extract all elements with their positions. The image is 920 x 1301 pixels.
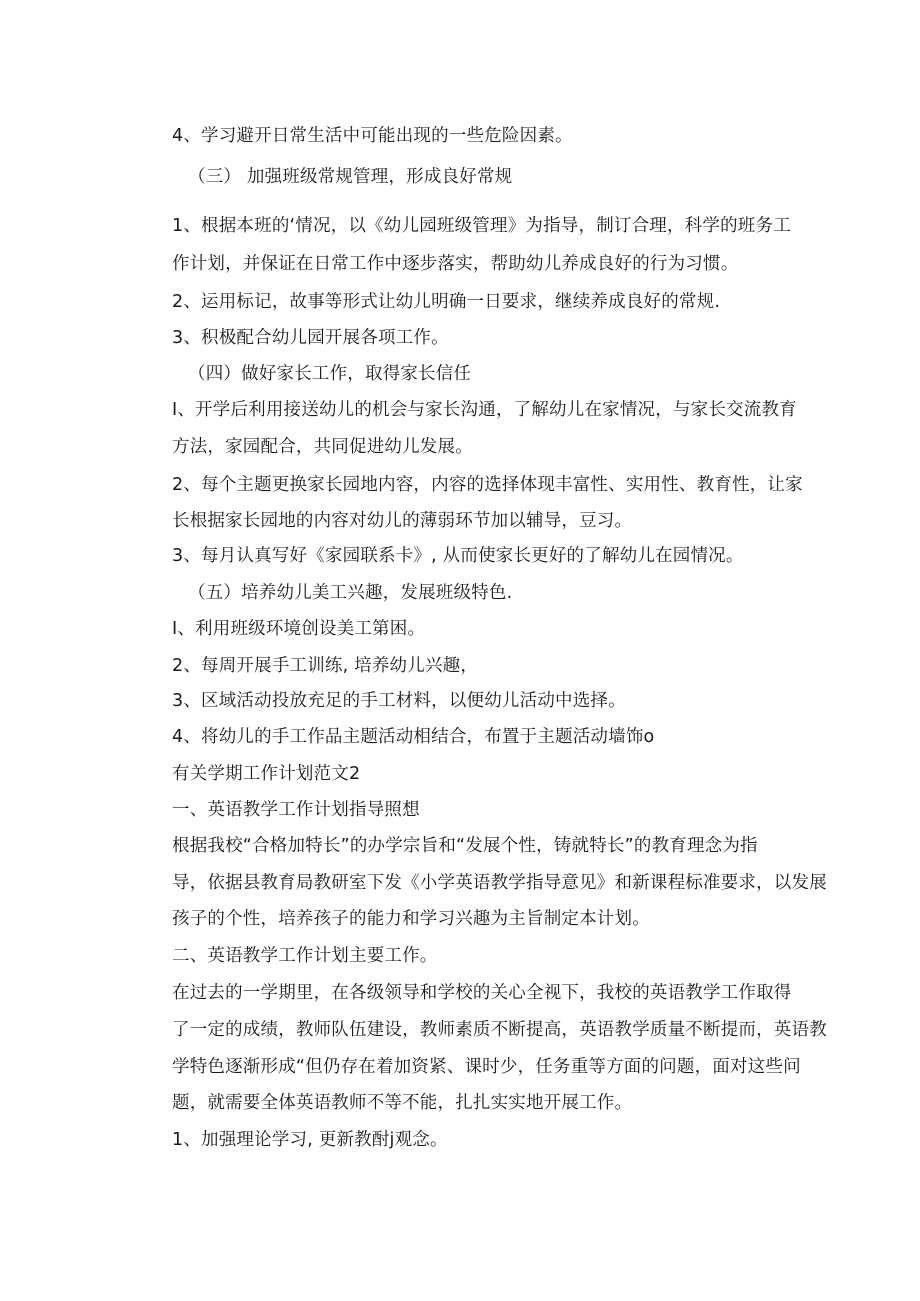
paragraph-line: 4、将幼儿的手工作品主题活动相结合，布置于主题活动墙饰o [172, 727, 655, 747]
section-heading: 二、英语教学工作计划主要工作。 [172, 946, 438, 966]
paragraph-line: 2、每周开展手工训练, 培养幼儿兴趣， [172, 656, 479, 676]
paragraph-line: 作计划，并保证在日常工作中逐步落实，帮助幼儿养成良好的行为习惯。 [172, 254, 739, 274]
paragraph-line: 孩子的个性，培养孩子的能力和学习兴趣为主旨制定本计划。 [172, 909, 650, 929]
paragraph-line: 题，就需要全体英语教师不等不能，扎扎实实地开展工作。 [172, 1093, 633, 1113]
paragraph-line: I、利用班级环境创设美工第困。 [172, 619, 426, 639]
paragraph-line: I、开学后利用接送幼儿的机会与家长沟通，了解幼儿在家情况，与家长交流教育 [172, 400, 797, 420]
paragraph-line: 1、根据本班的‘情况，以《幼儿园班级管理》为指导，制订合理，科学的班务工 [172, 216, 791, 236]
paragraph-line: 3、区域活动投放充足的手工材料，以便幼儿活动中选择。 [172, 691, 626, 711]
paragraph-line: 2、每个主题更换家长园地内容，内容的选择体现丰富性、实用性、教育性，让家 [172, 475, 803, 495]
paragraph-line: 长根据家长园地的内容对幼儿的薄弱环节加以辅导，豆习。 [172, 511, 633, 531]
section-heading: （四）做好家长工作，取得家长信任 [188, 364, 472, 384]
paragraph-line: 在过去的一学期里，在各级领导和学校的关心全视下，我校的英语教学工作取得 [172, 983, 792, 1003]
paragraph-line: 了一定的成绩，教师队伍建设，教师素质不断提高，英语教学质量不断提而，英语教 [172, 1020, 827, 1040]
paragraph-line: 3、积极配合幼儿园开展各项工作。 [172, 328, 449, 348]
paragraph-line: 3、每月认真写好《家园联系卡》, 从而使家长更好的了解幼儿在园情况。 [172, 546, 744, 566]
section-heading: （五）培养幼儿美工兴趣，发展班级特色. [188, 583, 513, 603]
paragraph-line: 学特色逐渐形成“但仍存在着加资紧、课时少，任务重等方面的问题，面对这些问 [172, 1057, 801, 1077]
paragraph-line: 1、加强理论学习, 更新教酎j观念。 [172, 1130, 448, 1150]
paragraph-line: 根据我校“合格加特长”的办学宗旨和“发展个性，铸就特长”的教育理念为指 [172, 836, 758, 856]
section-heading: （三） 加强班级常规管理，形成良好常规 [188, 167, 513, 187]
paragraph-line: 方法，家园配合，共同促进幼儿发展。 [172, 437, 473, 457]
section-title: 有关学期工作计划范文2 [172, 764, 361, 784]
paragraph-line: 4、学习避开日常生活中可能出现的一些危险因素。 [172, 126, 573, 146]
paragraph-line: 2、运用标记，故事等形式让幼儿明确一日要求，继续养成良好的常规. [172, 292, 721, 312]
section-heading: 一、英语教学工作计划指导照想 [172, 800, 420, 820]
paragraph-line: 导，依据县教育局教研室下发《小学英语教学指导意见》和新课程标准要求，以发展 [172, 873, 827, 893]
